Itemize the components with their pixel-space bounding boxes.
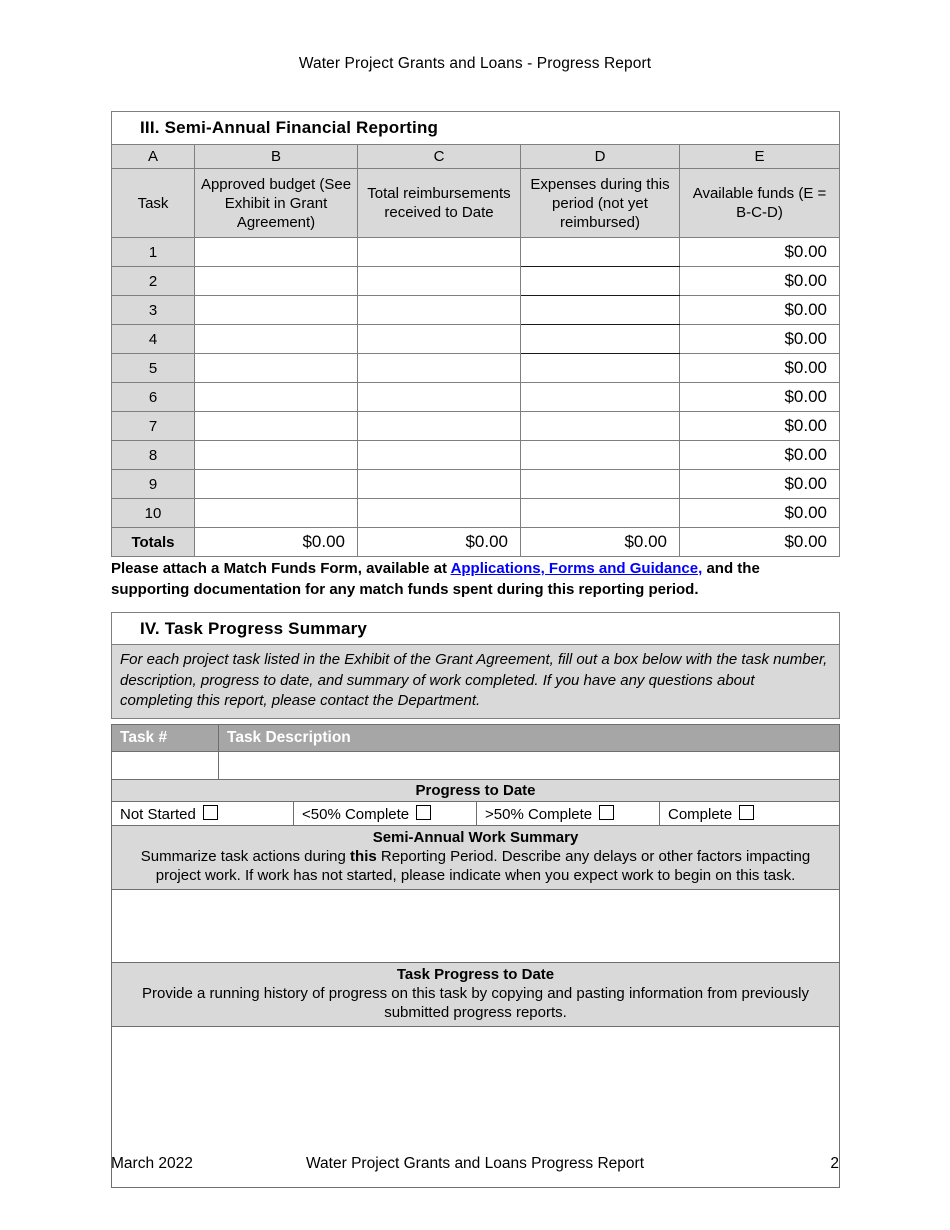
row-approved-budget-input[interactable] [195,441,358,470]
checkbox-option-over-50[interactable] [477,802,660,826]
match-funds-note [111,558,801,600]
work-summary-instructions [112,826,840,890]
work-summary-body-before: Summarize task actions during [140,848,351,865]
footer-page-number: 2 [830,1155,839,1172]
header-total-reimbursements: Total reimbursements received to Date [358,169,521,238]
checkbox-icon[interactable] [416,805,431,820]
row-available-funds: $0.00 [680,267,840,296]
row-expenses-input[interactable] [521,499,680,528]
row-task-number: 5 [112,354,195,383]
match-note-text-after: and the supporting documentation for any match funds spent during this reporting period. [111,560,760,598]
row-expenses-input[interactable] [521,383,680,412]
progress-checkbox-row [112,802,840,826]
row-available-funds: $0.00 [680,412,840,441]
row-total-reimbursements-input[interactable] [358,296,521,325]
row-total-reimbursements-input[interactable] [358,412,521,441]
row-expenses-input[interactable] [521,354,680,383]
row-approved-budget-input[interactable] [195,267,358,296]
totals-approved-budget: $0.00 [195,528,358,557]
header-available-funds: Available funds (E = B-C-D) [680,169,840,238]
row-total-reimbursements-input[interactable] [358,499,521,528]
row-approved-budget-input[interactable] [195,296,358,325]
row-task-number: 2 [112,267,195,296]
row-total-reimbursements-input[interactable] [358,354,521,383]
checkbox-label: <50% Complete [302,805,410,823]
checkbox-icon[interactable] [599,805,614,820]
header-approved-budget: Approved budget (See Exhibit in Grant Agreement) [195,169,358,238]
row-total-reimbursements-input[interactable] [358,325,521,354]
row-approved-budget-input[interactable] [195,354,358,383]
footer-date: March 2022 [111,1155,193,1172]
row-task-number: 3 [112,296,195,325]
work-summary-header-row [112,826,840,890]
column-header-row [112,169,840,238]
row-total-reimbursements-input[interactable] [358,441,521,470]
work-summary-body-after: Reporting Period. Describe any delays or other factors impacting project work. If work has not started, please indicate when you expect work to begin on this task. [155,848,811,884]
table-row [112,470,840,499]
task-progress-to-date-title: Task Progress to Date [396,966,555,983]
applications-forms-guidance-link[interactable]: Applications, Forms and Guidance, [450,560,703,577]
checkbox-option-complete[interactable] [660,802,840,826]
header-task: Task [112,169,195,238]
row-available-funds: $0.00 [680,441,840,470]
task-progress-section-title: IV. Task Progress Summary [112,613,840,645]
task-detail-table [111,724,840,1188]
row-expenses-input[interactable] [521,412,680,441]
checkbox-label: Complete [668,805,733,823]
table-row [112,238,840,267]
financial-section-title: III. Semi-Annual Financial Reporting [112,112,840,145]
column-letter-e: E [680,145,840,169]
row-available-funds: $0.00 [680,354,840,383]
checkbox-icon[interactable] [203,805,218,820]
table-row [112,499,840,528]
task-progress-to-date-instructions [112,963,840,1027]
row-task-number: 10 [112,499,195,528]
progress-to-date-band-row [112,963,840,1027]
table-row [112,412,840,441]
column-letter-b: B [195,145,358,169]
work-summary-title: Semi-Annual Work Summary [372,829,579,846]
row-total-reimbursements-input[interactable] [358,383,521,412]
progress-to-date-header: Progress to Date [112,780,840,802]
totals-expenses: $0.00 [521,528,680,557]
task-progress-summary-table [111,612,840,719]
checkbox-icon[interactable] [739,805,754,820]
checkbox-option-under-50[interactable] [294,802,477,826]
task-progress-to-date-body: Provide a running history of progress on this task by copying and pasting information from previously submitted progress reports. [142,985,810,1021]
totals-total-reimbursements: $0.00 [358,528,521,557]
totals-available-funds: $0.00 [680,528,840,557]
checkbox-option-not-started[interactable] [112,802,294,826]
task-detail-entry-row [112,752,840,780]
task-detail-header-row [112,725,840,752]
row-expenses-input[interactable] [521,296,680,325]
task-number-header: Task # [112,725,219,752]
row-task-number: 1 [112,238,195,267]
row-task-number: 4 [112,325,195,354]
row-expenses-input[interactable] [521,267,680,296]
page-title: Water Project Grants and Loans - Progress Report [298,55,652,72]
task-description-input[interactable] [219,752,840,780]
table-row [112,441,840,470]
footer-title: Water Project Grants and Loans Progress Report [306,1155,644,1172]
row-expenses-input[interactable] [521,325,680,354]
task-number-input[interactable] [112,752,219,780]
match-note-text-before: Please attach a Match Funds Form, available at [111,560,451,577]
row-approved-budget-input[interactable] [195,412,358,441]
task-progress-instructions-row [112,645,840,719]
column-letter-d: D [521,145,680,169]
row-approved-budget-input[interactable] [195,383,358,412]
row-approved-budget-input[interactable] [195,499,358,528]
table-row [112,296,840,325]
row-available-funds: $0.00 [680,325,840,354]
work-summary-entry-row [112,890,840,963]
totals-label: Totals [112,528,195,557]
row-total-reimbursements-input[interactable] [358,238,521,267]
row-available-funds: $0.00 [680,383,840,412]
page-header [0,55,950,73]
table-row [112,267,840,296]
row-approved-budget-input[interactable] [195,470,358,499]
totals-row [112,528,840,557]
task-progress-title-row [112,613,840,645]
column-letter-row [112,145,840,169]
row-expenses-input[interactable] [521,238,680,267]
financial-reporting-table [111,111,840,557]
work-summary-input[interactable] [112,890,840,963]
row-approved-budget-input[interactable] [195,325,358,354]
row-task-number: 6 [112,383,195,412]
financial-section-title-row [112,112,840,145]
work-summary-body-bold: this [350,848,377,865]
checkbox-label: >50% Complete [485,805,593,823]
checkbox-label: Not Started [120,805,196,823]
table-row [112,383,840,412]
row-expenses-input[interactable] [521,470,680,499]
row-expenses-input[interactable] [521,441,680,470]
task-progress-instructions: For each project task listed in the Exhibit of the Grant Agreement, fill out a box below with the task number, description, progress to date, and summary of work completed. If you have any questions about completing this report, please contact the Department. [112,645,840,719]
column-letter-c: C [358,145,521,169]
row-available-funds: $0.00 [680,238,840,267]
column-letter-a: A [112,145,195,169]
row-task-number: 9 [112,470,195,499]
row-available-funds: $0.00 [680,499,840,528]
progress-to-date-header-row [112,780,840,802]
row-available-funds: $0.00 [680,470,840,499]
table-row [112,325,840,354]
row-approved-budget-input[interactable] [195,238,358,267]
row-available-funds: $0.00 [680,296,840,325]
row-total-reimbursements-input[interactable] [358,267,521,296]
task-description-header: Task Description [219,725,840,752]
row-task-number: 8 [112,441,195,470]
header-expenses-this-period: Expenses during this period (not yet reimbursed) [521,169,680,238]
table-row [112,354,840,383]
row-task-number: 7 [112,412,195,441]
row-total-reimbursements-input[interactable] [358,470,521,499]
